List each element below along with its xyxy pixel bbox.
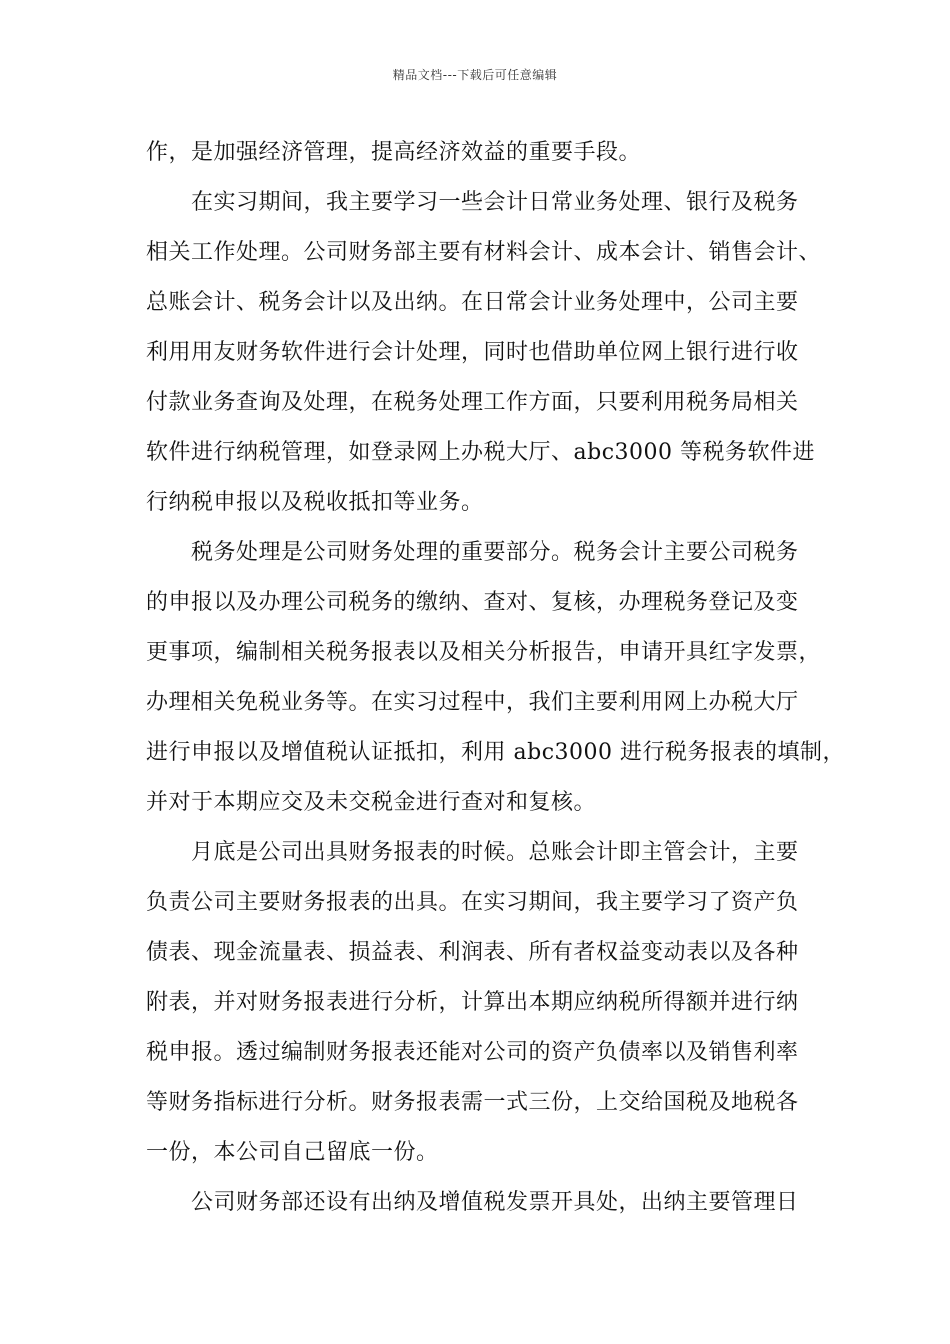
text-line: 税务处理是公司财务处理的重要部分。税务会计主要公司税务 bbox=[146, 540, 799, 565]
text-line: 办理相关免税业务等。在实习过程中，我们主要利用网上办税大厅 bbox=[146, 690, 799, 715]
text-line: 并对于本期应交及未交税金进行查对和复核。 bbox=[146, 790, 597, 815]
text-line: 行纳税申报以及税收抵扣等业务。 bbox=[146, 490, 484, 515]
document-body bbox=[146, 128, 845, 1228]
text-line: 债表、现金流量表、损益表、利润表、所有者权益变动表以及各种 bbox=[146, 940, 799, 965]
text-line: 总账会计、税务会计以及出纳。在日常会计业务处理中，公司主要 bbox=[146, 290, 799, 315]
paragraph-5 bbox=[146, 1178, 826, 1228]
text-line: 相关工作处理。公司财务部主要有材料会计、成本会计、销售会计、 bbox=[146, 240, 822, 265]
page-header: 精品文档---下载后可任意编辑 bbox=[392, 68, 558, 82]
text-line: 的申报以及办理公司税务的缴纳、查对、复核，办理税务登记及变 bbox=[146, 590, 799, 615]
paragraph-4 bbox=[146, 828, 826, 1178]
text-line: 利用用友财务软件进行会计处理，同时也借助单位网上银行进行收 bbox=[146, 340, 799, 365]
text-line: 负责公司主要财务报表的出具。在实习期间，我主要学习了资产负 bbox=[146, 890, 799, 915]
text-line: 公司财务部还设有出纳及增值税发票开具处，出纳主要管理日 bbox=[146, 1190, 799, 1215]
paragraph-3 bbox=[146, 528, 845, 828]
text-line: 月底是公司出具财务报表的时候。总账会计即主管会计，主要 bbox=[146, 840, 799, 865]
text-line: 税申报。透过编制财务报表还能对公司的资产负债率以及销售利率 bbox=[146, 1040, 799, 1065]
text-line: 作，是加强经济管理，提高经济效益的重要手段。 bbox=[146, 140, 642, 165]
paragraph-1 bbox=[146, 128, 826, 178]
text-line: 软件进行纳税管理，如登录网上办税大厅、abc3000 等税务软件进 bbox=[146, 440, 816, 465]
text-line: 一份，本公司自己留底一份。 bbox=[146, 1140, 439, 1165]
text-line: 付款业务查询及处理，在税务处理工作方面，只要利用税务局相关 bbox=[146, 390, 799, 415]
text-line: 更事项，编制相关税务报表以及相关分析报告，申请开具红字发票， bbox=[146, 640, 822, 665]
text-line: 等财务指标进行分析。财务报表需一式三份，上交给国税及地税各 bbox=[146, 1090, 799, 1115]
text-line: 附表，并对财务报表进行分析，计算出本期应纳税所得额并进行纳 bbox=[146, 990, 799, 1015]
text-line: 在实习期间，我主要学习一些会计日常业务处理、银行及税务 bbox=[146, 190, 799, 215]
text-line: 进行申报以及增值税认证抵扣，利用 abc3000 进行税务报表的填制， bbox=[146, 740, 845, 765]
paragraph-2 bbox=[146, 178, 826, 528]
